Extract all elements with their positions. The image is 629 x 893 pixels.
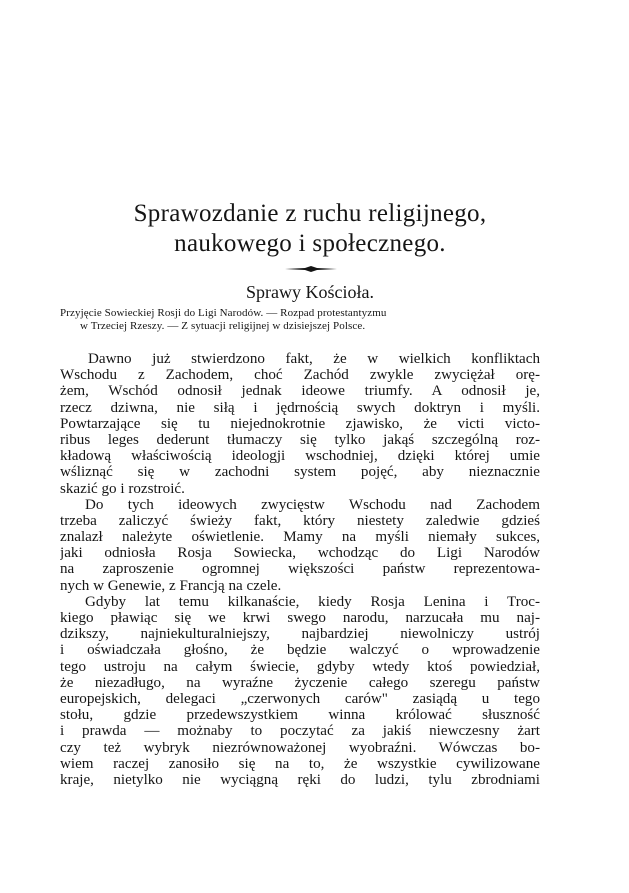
text-line: Dawno już stwierdzono fakt, że w wielkich konfliktach	[88, 351, 540, 367]
text-line: znalazł należyte oświetlenie. Mamy na myśli niemały sukces,	[60, 529, 540, 546]
text-line: wiem raczej zanosiło się na to, że wszystkie cywilizowane	[60, 755, 540, 772]
text-line: na zaproszenie ogromnej większości państw reprezentowa-	[60, 561, 540, 578]
text-line: stołu, gdzie przedewszystkiem winna królować słuszność	[60, 707, 540, 724]
text-line: i oświadczała głośno, że będzie walczyć o wprowadzenie	[60, 642, 540, 659]
text-line: czy też wybryk niezrównoważonej wyobraźni. Wówczas bo-	[60, 739, 540, 756]
text-line: wśliznąć się w zachodni system pojęć, aby nieznacznie	[60, 464, 540, 481]
text-line: ribus leges dederunt tłumaczy się tylko jakąś szczególną roz-	[60, 431, 540, 448]
text-line: Wschodu z Zachodem, choć Zachód zwykle zwyciężał orę-	[60, 367, 540, 384]
text-line: Gdyby lat temu kilkanaście, kiedy Rosja Lenina i Troc-	[85, 593, 540, 610]
text-line: skazić go i rozstroić.	[60, 480, 185, 497]
summary-line: w Trzeciej Rzeszy. — Z sytuacji religijnej w dzisiejszej Polsce.	[80, 320, 366, 332]
text-line: dzikszy, najniekulturalniejszy, najbardziej niewolniczy ustrój	[60, 626, 540, 643]
article-title-line-2: naukowego i społecznego.	[174, 230, 446, 257]
text-line: Do tych ideowych zwycięstw Wschodu nad Zachodem	[85, 496, 540, 513]
text-line: nych w Genewie, z Francją na czele.	[60, 577, 282, 594]
text-line: kładową właściwością ideologji wschodniej, dzięki której umie	[60, 448, 540, 465]
summary-line: Przyjęcie Sowieckiej Rosji do Ligi Narodów. — Rozpad protestantyzmu	[60, 307, 387, 319]
ornament-divider-icon	[285, 265, 337, 273]
section-summary	[60, 307, 540, 333]
text-line: rzecz dziwna, nie siłą i jędrnością swych doktryn i myśli.	[60, 399, 540, 416]
text-line: europejskich, delegaci „czerwonych carów" zasiądą u tego	[60, 690, 540, 707]
article-title-line-1: Sprawozdanie z ruchu religijnego,	[133, 200, 487, 227]
text-line: tego ustroju na całym świecie, gdyby wtedy ktoś powiedział,	[60, 658, 540, 675]
text-line: jaki odniosła Rosja Sowiecka, wchodząc do Ligi Narodów	[60, 545, 540, 562]
text-line: trzeba zaliczyć świeży fakt, który niestety zaledwie gdzieś	[60, 512, 540, 529]
section-heading: Sprawy Kościoła.	[246, 282, 374, 302]
text-line: żem, Wschód odnosił jednak ideowe triumfy. A odnosił je,	[60, 383, 540, 400]
article-body	[60, 351, 540, 788]
text-line: i prawda — możnaby to poczytać za jakiś niewczesny żart	[60, 723, 540, 740]
text-line: kiego pławiąc się we krwi swego narodu, narzucała mu naj-	[60, 610, 540, 626]
text-line: że niezadługo, na wyraźne życzenie całego szeregu państw	[60, 674, 540, 691]
text-line: kraje, nietylko nie wyciągną ręki do ludzi, tylu zbrodniami	[60, 771, 540, 788]
text-line: Powtarzające się tu niejednokrotnie zjawisko, że victi victo-	[60, 415, 540, 432]
